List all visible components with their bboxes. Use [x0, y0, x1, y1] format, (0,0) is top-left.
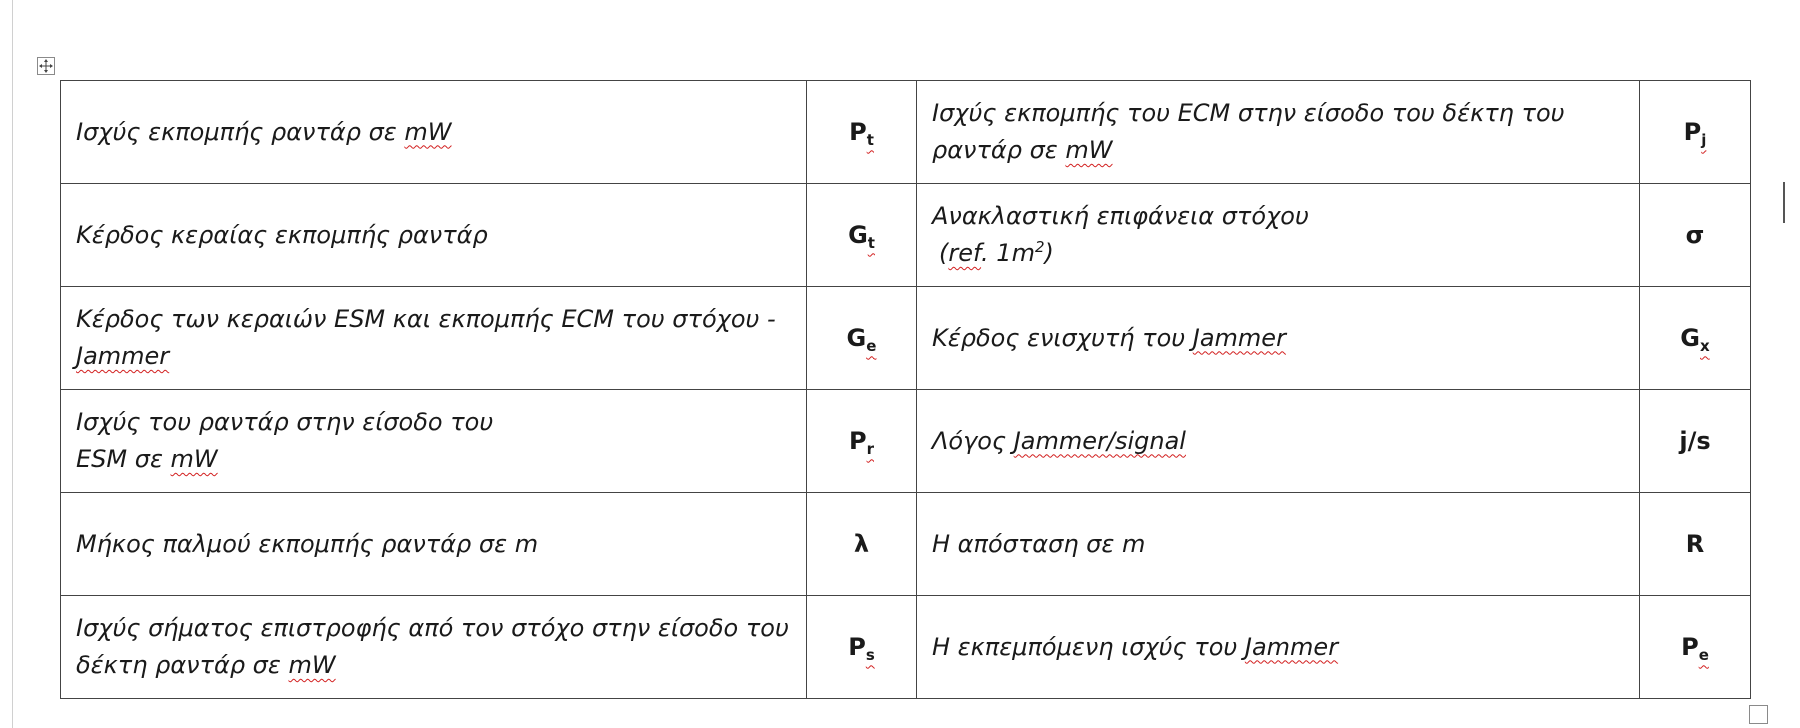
- description-cell[interactable]: Κέρδος κεραίας εκπομπής ραντάρ: [61, 184, 807, 287]
- description-cell[interactable]: Ισχύς εκπομπής ραντάρ σε mW: [61, 81, 807, 184]
- description-cell[interactable]: Ισχύς σήματος επιστροφής από τον στόχο στην είσοδο του δέκτη ραντάρ σε mW: [61, 596, 807, 699]
- table-row: [61, 493, 1751, 596]
- table-row: [61, 596, 1751, 699]
- symbol-cell[interactable]: j/s: [1640, 390, 1751, 493]
- symbol-cell[interactable]: $P_e$: [1640, 596, 1751, 699]
- symbol-cell[interactable]: λ: [807, 493, 917, 596]
- symbol-cell[interactable]: R: [1640, 493, 1751, 596]
- page-edge: [12, 0, 13, 728]
- symbol-cell[interactable]: $P_s$: [807, 596, 917, 699]
- symbol-cell[interactable]: $P_t$: [807, 81, 917, 184]
- description-cell[interactable]: Ανακλαστική επιφάνεια στόχου (ref. $1m^2$): [917, 184, 1640, 287]
- table-row: [61, 287, 1751, 390]
- table-resize-handle[interactable]: [1749, 705, 1768, 724]
- description-cell[interactable]: Κέρδος ενισχυτή του Jammer: [917, 287, 1640, 390]
- description-cell[interactable]: Λόγος Jammer/signal: [917, 390, 1640, 493]
- move-arrows-icon: [38, 58, 54, 74]
- symbol-cell[interactable]: $P_r$: [807, 390, 917, 493]
- description-cell[interactable]: Η εκπεμπόμενη ισχύς του Jammer: [917, 596, 1640, 699]
- description-cell[interactable]: Κέρδος των κεραιών ESM και εκπομπής ECM του στόχου - Jammer: [61, 287, 807, 390]
- description-cell[interactable]: Ισχύς του ραντάρ στην είσοδο του ESM σε mW: [61, 390, 807, 493]
- description-cell[interactable]: Μήκος παλμού εκπομπής ραντάρ σε m: [61, 493, 807, 596]
- selection-marker: [1783, 182, 1785, 223]
- table-move-handle[interactable]: [37, 57, 55, 75]
- description-cell[interactable]: Ισχύς εκπομπής του ECM στην είσοδο του δέκτη του ραντάρ σε mW: [917, 81, 1640, 184]
- symbol-cell[interactable]: $G_e$: [807, 287, 917, 390]
- table-row: [61, 81, 1751, 184]
- symbols-table: [60, 80, 1751, 699]
- table-row: [61, 390, 1751, 493]
- symbol-cell[interactable]: $G_t$: [807, 184, 917, 287]
- description-cell[interactable]: Η απόσταση σε m: [917, 493, 1640, 596]
- table-row: [61, 184, 1751, 287]
- symbol-cell[interactable]: $P_j$: [1640, 81, 1751, 184]
- symbol-cell[interactable]: $G_x$: [1640, 287, 1751, 390]
- symbol-cell[interactable]: σ: [1640, 184, 1751, 287]
